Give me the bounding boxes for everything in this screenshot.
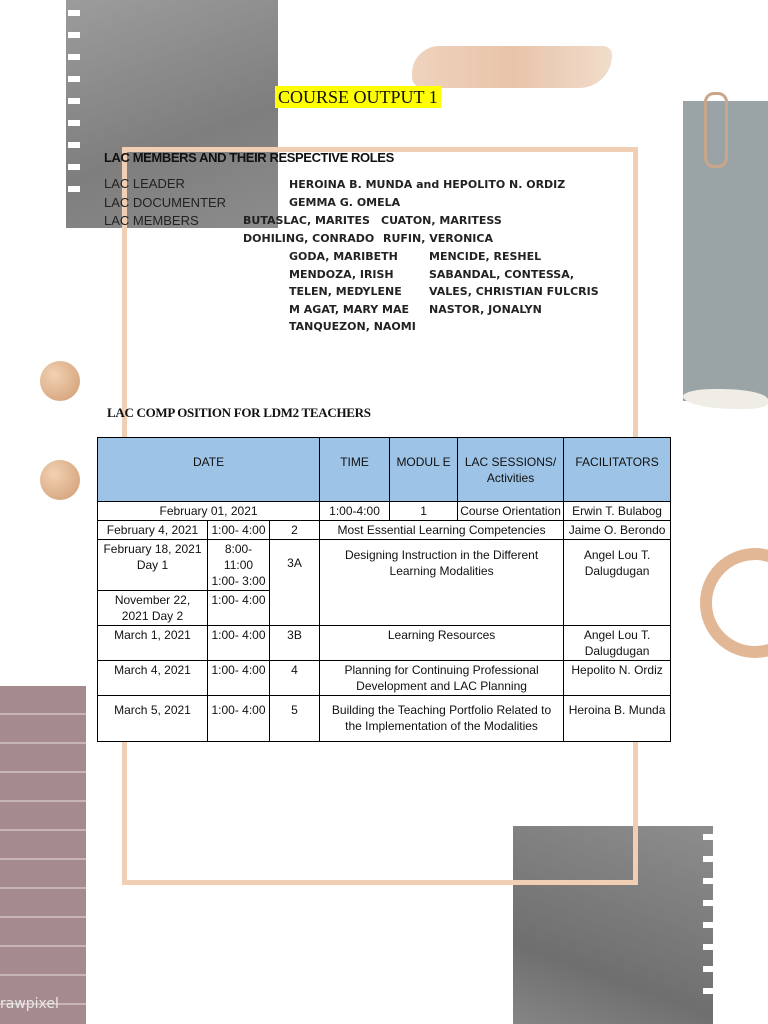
leader-label: LAC LEADER (104, 176, 185, 191)
date-cell: March 5, 2021 (98, 696, 208, 742)
column-header: DATE (98, 438, 320, 502)
session-cell: Learning Resources (320, 626, 564, 661)
module-cell: 3A (270, 540, 320, 626)
table-row (98, 661, 671, 696)
session-cell: Most Essential Learning Competencies (320, 521, 564, 540)
time-cell: 1:00- 4:00 (208, 696, 270, 742)
documenter-label: LAC DOCUMENTER (104, 195, 227, 210)
session-cell: Designing Instruction in the Different Learning Modalities (320, 540, 564, 626)
documenter-name: GEMMA G. OMELA (289, 196, 401, 209)
session-cell: Planning for Continuing Professional Development and LAC Planning (320, 661, 564, 696)
column-header: LAC SESSIONS/ Activities (458, 438, 564, 502)
session-cell: Building the Teaching Portfolio Related to the Implementation of the Modalities (320, 696, 564, 742)
table-row (98, 540, 671, 591)
paperclip-icon (704, 92, 728, 168)
member-name: CUATON, MARITESS (381, 214, 502, 227)
module-cell: 4 (270, 661, 320, 696)
member-name: SABANDAL, CONTESSA, (429, 268, 575, 281)
member-name: NASTOR, JONALYN (429, 303, 542, 316)
time-cell: 1:00- 4:00 (208, 591, 270, 626)
date-cell: February 18, 2021 Day 1 (98, 540, 208, 591)
module-cell: 3B (270, 626, 320, 661)
time-cell: 1:00-4:00 (320, 502, 390, 521)
time-cell: 1:00- 4:00 (208, 661, 270, 696)
facilitator-cell: Heroina B. Munda (564, 696, 671, 742)
module-cell: 1 (390, 502, 458, 521)
facilitator-cell: Angel Lou T. Dalugdugan (564, 540, 671, 626)
circle-decoration (40, 460, 80, 500)
member-name: VALES, CHRISTIAN FULCRIS (429, 285, 599, 298)
member-name: RUFIN, VERONICA (383, 232, 493, 245)
date-cell: November 22, 2021 Day 2 (98, 591, 208, 626)
facilitator-cell: Erwin T. Bulabog (564, 502, 671, 521)
date-cell: February 4, 2021 (98, 521, 208, 540)
column-header: TIME (320, 438, 390, 502)
member-name: MENCIDE, RESHEL (429, 250, 542, 263)
member-name: M AGAT, MARY MAE (289, 303, 410, 316)
schedule-table (97, 437, 671, 742)
circle-decoration (40, 361, 80, 401)
date-cell: March 1, 2021 (98, 626, 208, 661)
watermark: rawpixel (0, 996, 59, 1012)
member-name: GODA, MARIBETH (289, 250, 398, 263)
member-name: BUTASLAC, MARITES (243, 214, 370, 227)
paint-stroke-decoration (412, 46, 612, 88)
time-cell: 8:00- 11:00 1:00- 3:00 (208, 540, 270, 591)
members-label: LAC MEMBERS (104, 213, 199, 228)
date-cell: February 01, 2021 (98, 502, 320, 521)
column-header: MODUL E (390, 438, 458, 502)
module-cell: 2 (270, 521, 320, 540)
time-cell: 1:00- 4:00 (208, 521, 270, 540)
roles-heading: LAC MEMBERS AND THEIR RESPECTIVE ROLES (104, 150, 394, 165)
member-name: MENDOZA, IRISH (289, 268, 394, 281)
time-cell: 1:00- 4:00 (208, 626, 270, 661)
page-title: COURSE OUTPUT 1 (275, 86, 441, 108)
table-row (98, 696, 671, 742)
module-cell: 5 (270, 696, 320, 742)
facilitator-cell: Jaime O. Berondo (564, 521, 671, 540)
facilitator-cell: Hepolito N. Ordiz (564, 661, 671, 696)
member-name: TANQUEZON, NAOMI (289, 320, 416, 333)
column-header: FACILITATORS (564, 438, 671, 502)
table-row (98, 626, 671, 661)
leader-name: HEROINA B. MUNDA and HEPOLITO N. ORDIZ (289, 178, 566, 191)
facilitator-cell: Angel Lou T. Dalugdugan (564, 626, 671, 661)
member-name: DOHILING, CONRADO (243, 232, 375, 245)
date-cell: March 4, 2021 (98, 661, 208, 696)
member-name: TELEN, MEDYLENE (289, 285, 402, 298)
notepad-decoration (0, 686, 86, 1024)
table-header-row (98, 438, 671, 502)
session-cell: Course Orientation (458, 502, 564, 521)
ring-decoration (700, 548, 768, 658)
table-row (98, 502, 671, 521)
table-row (98, 521, 671, 540)
composition-heading: LAC COMP OSITION FOR LDM2 TEACHERS (107, 405, 371, 420)
